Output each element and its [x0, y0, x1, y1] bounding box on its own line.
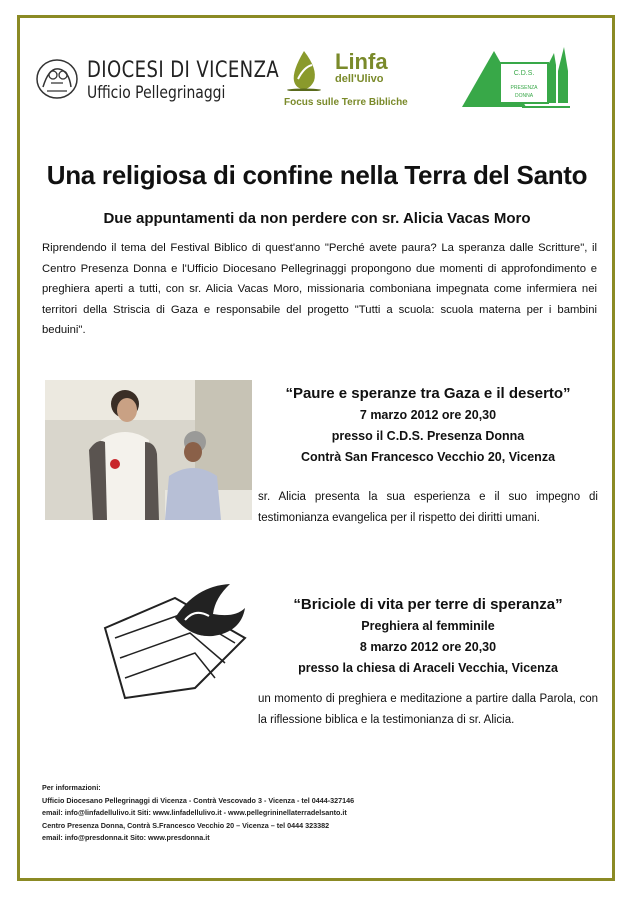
- olive-drop-icon: [284, 49, 324, 91]
- dove-bread-illustration: [95, 578, 250, 708]
- event2-date: 8 marzo 2012 ore 20,30: [359, 640, 497, 654]
- contact-info: [42, 782, 354, 845]
- event2-description: un momento di preghiera e meditazione a partire dalla Parola, con la riflessione biblica e la testimonianza di sr. Alicia.: [258, 693, 598, 726]
- page-title: Una religiosa di confine nella Terra del Santo: [46, 160, 588, 190]
- cds-text-1: C.D.S.: [513, 70, 535, 77]
- event2-title: “Briciole di vita per terre di speranza”: [293, 596, 563, 613]
- intro-paragraph: Riprendendo il tema del Festival Biblico di quest'anno "Perché avete paura? La speranza dalle Scritture", il Centro Presenza Donna e l'Ufficio Diocesano Pellegrinaggi propongono due momenti di approfondimento e preghiera aperti a tutti, con sr. Alicia Vacas Moro, missionaria comboniana impegnata come infermiera nei territori della Striscia di Gaza e responsabile del progetto "Tutti a scuola: scuola materna per i bambini beduini".: [42, 242, 597, 336]
- event1-title: “Paure e speranze tra Gaza e il deserto”: [285, 385, 571, 402]
- linfa-tagline: Focus sulle Terre Bibliche: [284, 97, 408, 108]
- event1-address: Contrà San Francesco Vecchio 20, Vicenza: [300, 450, 556, 464]
- linfa-name: Linfa: [335, 49, 388, 74]
- contact-line: Ufficio Diocesano Pellegrinaggi di Vicenza - Contrà Vescovado 3 - Vicenza - tel 0444-327146: [42, 795, 355, 805]
- event2-place: presso la chiesa di Araceli Vecchia, Vicenza: [298, 661, 558, 675]
- event1-photo: [45, 380, 252, 520]
- event1-date: 7 marzo 2012 ore 20,30: [359, 408, 497, 422]
- diocesi-office: Ufficio Pellegrinaggi: [87, 83, 226, 103]
- contact-heading: Per informazioni:: [42, 783, 101, 792]
- diocesi-logo: [35, 55, 280, 107]
- event2-subtitle: Preghiera al femminile: [361, 619, 495, 633]
- event1-description: sr. Alicia presenta la sua esperienza e il suo impegno di testimonianza evangelica per il rispetto dei diritti umani.: [258, 491, 598, 524]
- contact-line: email: info@presdonna.it Sito: www.presdonna.it: [42, 833, 210, 842]
- cds-text-3: DONNA: [514, 93, 534, 99]
- linfa-sub: dell'Ulivo: [335, 73, 384, 85]
- event2-block: [248, 596, 608, 679]
- event1-place: presso il C.D.S. Presenza Donna: [331, 429, 525, 443]
- cds-logo: [460, 45, 572, 109]
- event1-block: [248, 385, 608, 468]
- cds-text-2: PRESENZA: [510, 85, 538, 91]
- contact-line: email: info@linfadellulivo.it Siti: www.linfadellulivo.it - www.pellegrininellaterradelsanto.it: [42, 808, 347, 817]
- page-subtitle: Due appuntamenti da non perdere con sr. Alicia Vacas Moro: [103, 210, 531, 227]
- contact-line: Centro Presenza Donna, Contrà S.Francesco Vecchio 20 – Vicenza – tel 0444 323382: [42, 820, 330, 830]
- linfa-logo: [280, 45, 410, 110]
- diocesi-emblem-icon: [35, 57, 79, 101]
- diocesi-name: DIOCESI DI VICENZA: [87, 58, 280, 83]
